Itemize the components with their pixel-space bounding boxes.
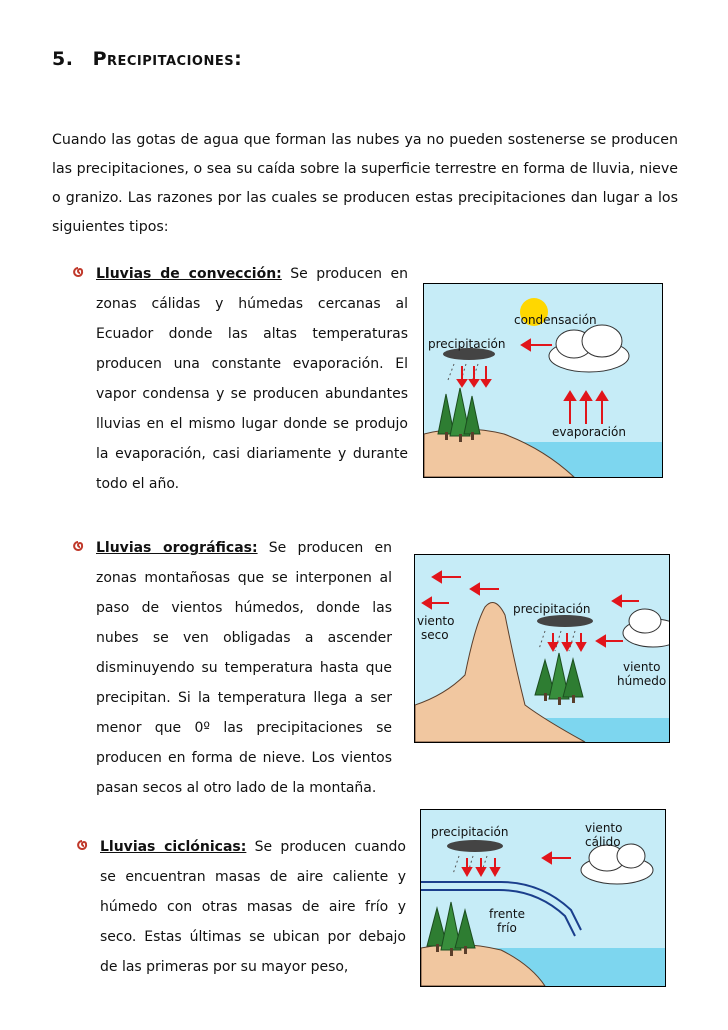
frente-label-1: frente <box>489 907 525 921</box>
convection-text: Se producen en zonas cálidas y húmedas cercanas al Ecuador donde las altas temperaturas producen una constante evaporación. El vapor condensa y se producen abundantes lluvias en el mismo lugar donde se produjo la evaporación, casi diariamente y durante todo el año. <box>96 266 408 492</box>
section-number: 5. <box>52 48 74 70</box>
spiral-bullet-icon <box>76 838 92 854</box>
condensacion-label: condensación <box>514 313 597 327</box>
cyclonic-item <box>100 832 406 982</box>
viento-seco-label-2: seco <box>421 628 449 642</box>
section-title: Precipitaciones: <box>92 48 243 70</box>
viento-seco-label-1: viento <box>417 614 455 628</box>
viento-calido-label-1: viento <box>585 821 623 835</box>
orographic-item <box>96 533 392 803</box>
viento-humedo-label-2: húmedo <box>617 674 667 688</box>
viento-humedo-label-1: viento <box>623 660 661 674</box>
viento-calido-label-2: cálido <box>585 835 621 849</box>
section-heading <box>52 48 242 70</box>
precipitacion-label: precipitación <box>513 602 591 616</box>
precipitacion-label: precipitación <box>428 337 506 351</box>
convection-diagram <box>423 283 663 478</box>
convection-term: Lluvias de convección: <box>96 266 282 282</box>
evaporacion-label: evaporación <box>552 425 626 439</box>
orographic-term: Lluvias orográficas: <box>96 540 258 556</box>
spiral-bullet-icon <box>72 265 88 281</box>
convection-item <box>96 259 408 499</box>
frente-label-2: frío <box>497 921 517 935</box>
spiral-bullet-icon <box>72 539 88 555</box>
cyclonic-text: Se producen cuando se encuentran masas de aire caliente y húmedo con otras masas de aire frío y seco. Estas últimas se ubican por debajo de las primeras por su mayor peso, <box>100 839 407 975</box>
intro-paragraph: Cuando las gotas de agua que forman las nubes ya no pueden sostenerse se producen las precipitaciones, o sea su caída sobre la superficie terrestre en forma de lluvia, nieve o granizo. Las razones por las cuales se producen estas precipitaciones dan lugar a los siguientes tipos: <box>52 132 678 236</box>
orographic-text: Se producen en zonas montañosas que se interponen al paso de vientos húmedos, donde las nubes se ven obligadas a ascender disminuyendo su temperatura hasta que precipitan. Si la temperatura llega a ser menor que 0º las precipitaciones se producen en forma de nieve. Los vientos pasan secos al otro lado de la montaña. <box>96 540 392 796</box>
precipitacion-label: precipitación <box>431 825 509 839</box>
rain-arrows <box>458 366 490 386</box>
cyclonic-diagram <box>420 809 666 987</box>
cyclonic-term: Lluvias ciclónicas: <box>100 839 247 855</box>
orographic-diagram <box>414 554 670 743</box>
